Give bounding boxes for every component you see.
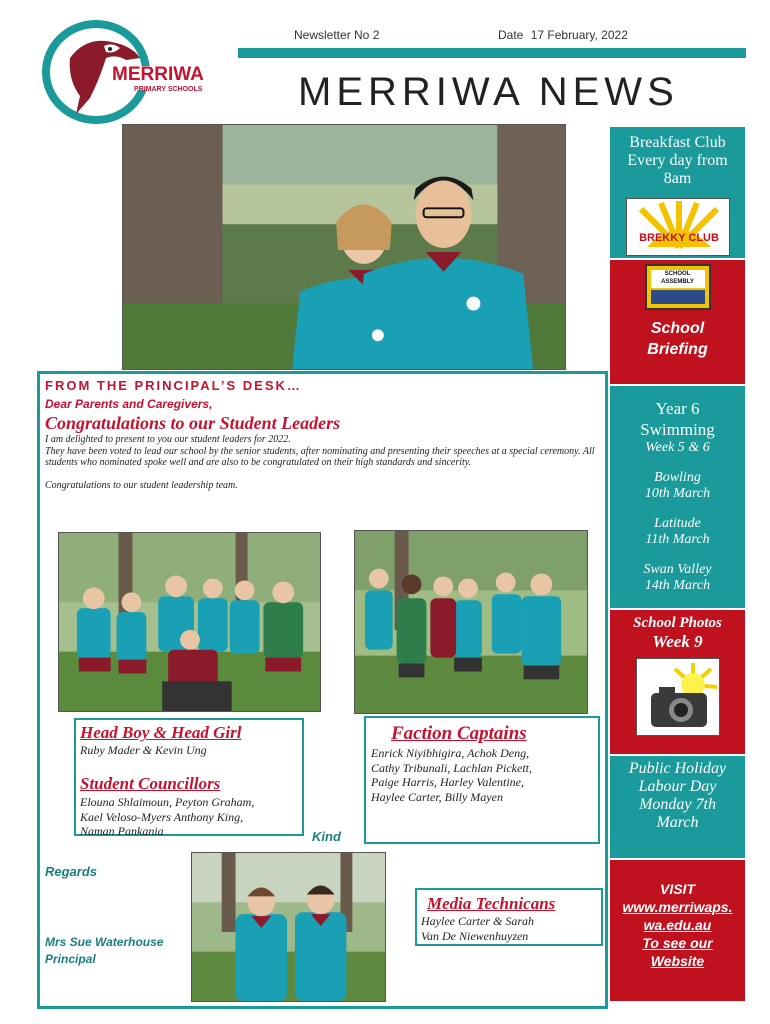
principal-name: Mrs Sue Waterhouse bbox=[45, 935, 164, 949]
names-line: Haylee Carter, Billy Mayen bbox=[371, 789, 503, 804]
student-councillors-names bbox=[80, 795, 254, 839]
names-line: Enrick Niyibhigira, Achok Deng, bbox=[371, 746, 530, 760]
principal-message bbox=[45, 434, 601, 502]
principal-signoff bbox=[45, 934, 163, 968]
names-line: Cathy Tribunali, Lachlan Pickett, bbox=[371, 760, 532, 775]
website-link[interactable] bbox=[610, 898, 745, 970]
date-value: 17 February, 2022 bbox=[530, 28, 628, 42]
regards-text: Regards bbox=[45, 864, 98, 879]
swan-valley-label: Swan Valley bbox=[643, 562, 712, 577]
principal-desk-heading: FROM THE PRINCIPAL’S DESK… bbox=[45, 378, 302, 393]
latitude-date: 11th March bbox=[645, 532, 710, 547]
congratulations-headline: Congratulations to our Student Leaders bbox=[45, 413, 341, 433]
swim-weeks: Week 5 & 6 bbox=[645, 440, 710, 455]
public-holiday-panel bbox=[610, 756, 745, 858]
message-paragraph: They have been voted to lead our school by the senior students, after nominating and presenting their speeches at a special ceremony. All students who nominated spoke well and are also to be congratulated on their high standards and sincerity. bbox=[45, 445, 595, 468]
names-line: Van De Niewenhuyzen bbox=[421, 928, 529, 943]
councillors-photo bbox=[58, 532, 321, 712]
bowling-date: 10th March bbox=[644, 486, 711, 501]
student-councillors-title: Student Councillors bbox=[80, 774, 221, 793]
faction-captains-names bbox=[371, 746, 532, 804]
masthead-title: MERRIWA NEWS bbox=[298, 70, 679, 114]
media-technicians-title: Media Technicans bbox=[427, 894, 556, 913]
breakfast-line: Every day from bbox=[627, 152, 728, 169]
latitude-label: Latitude bbox=[654, 516, 701, 531]
photos-line: School Photos bbox=[633, 615, 722, 631]
date-label: Date bbox=[498, 28, 524, 42]
breakfast-club-panel bbox=[610, 127, 745, 258]
breakfast-line: Breakfast Club bbox=[629, 134, 726, 151]
brekky-club-badge bbox=[626, 198, 730, 256]
holiday-line: March bbox=[656, 814, 699, 831]
head-boy-girl-title: Head Boy & Head Girl bbox=[80, 723, 242, 742]
media-technicians-names bbox=[421, 914, 534, 943]
svg-text:BREKKY CLUB: BREKKY CLUB bbox=[638, 232, 719, 244]
visit-label: VISIT bbox=[659, 881, 695, 897]
svg-text:MERRIWA: MERRIWA bbox=[112, 64, 204, 85]
holiday-line: Monday 7th bbox=[639, 796, 716, 813]
visit-website-panel bbox=[610, 860, 745, 1001]
swan-valley-date: 14th March bbox=[644, 578, 711, 593]
message-paragraph: Congratulations to our student leadership team. bbox=[45, 479, 238, 491]
holiday-line: Public Holiday bbox=[628, 760, 727, 777]
media-technicians-photo bbox=[191, 852, 386, 1002]
principal-title: Principal bbox=[45, 952, 96, 966]
names-line: Naman Pankania bbox=[80, 824, 164, 838]
faction-captains-title: Faction Captains bbox=[391, 723, 527, 744]
website-link-text[interactable]: To see our bbox=[642, 935, 713, 951]
newsletter-date bbox=[498, 28, 628, 42]
swim-line: Year 6 bbox=[655, 399, 700, 418]
salutation: Dear Parents and Caregivers, bbox=[45, 397, 213, 411]
assembly-badge-line: ASSEMBLY bbox=[661, 279, 694, 285]
website-url-line[interactable]: www.merriwaps. bbox=[622, 899, 733, 915]
holiday-line: Labour Day bbox=[638, 778, 717, 795]
names-line: Paige Harris, Harley Valentine, bbox=[371, 775, 524, 789]
head-boy-girl-names: Ruby Mader & Kevin Ung bbox=[80, 743, 207, 757]
assembly-badge-line: SCHOOL bbox=[664, 271, 691, 277]
briefing-line: Briefing bbox=[647, 341, 708, 358]
school-assembly-badge bbox=[645, 264, 711, 310]
newsletter-number: Newsletter No 2 bbox=[294, 28, 380, 42]
bowling-label: Bowling bbox=[654, 470, 701, 485]
school-briefing-panel bbox=[610, 260, 745, 384]
message-paragraph: I am delighted to present to you our student leaders for 2022. bbox=[45, 434, 291, 445]
breakfast-line: 8am bbox=[663, 170, 692, 187]
swim-line: Swimming bbox=[640, 420, 715, 439]
website-link-text[interactable]: Website bbox=[650, 953, 705, 969]
names-line: Kael Veloso-Myers Anthony King, bbox=[80, 809, 244, 824]
swimming-panel bbox=[610, 386, 745, 608]
header-rule bbox=[238, 48, 746, 58]
photos-line: Week 9 bbox=[652, 632, 703, 651]
school-photos-panel bbox=[610, 610, 745, 754]
faction-captains-photo bbox=[354, 530, 588, 714]
svg-text:PRIMARY SCHOOLS: PRIMARY SCHOOLS bbox=[134, 86, 203, 93]
names-line: Elouna Shlaimoun, Peyton Graham, bbox=[80, 795, 255, 809]
kind-text: Kind bbox=[312, 829, 341, 844]
camera-icon bbox=[636, 658, 720, 736]
names-line: Haylee Carter & Sarah bbox=[421, 914, 534, 928]
head-leaders-photo bbox=[122, 124, 566, 370]
website-url-line[interactable]: wa.edu.au bbox=[643, 917, 712, 933]
school-logo bbox=[40, 18, 220, 126]
briefing-line: School bbox=[650, 320, 705, 337]
